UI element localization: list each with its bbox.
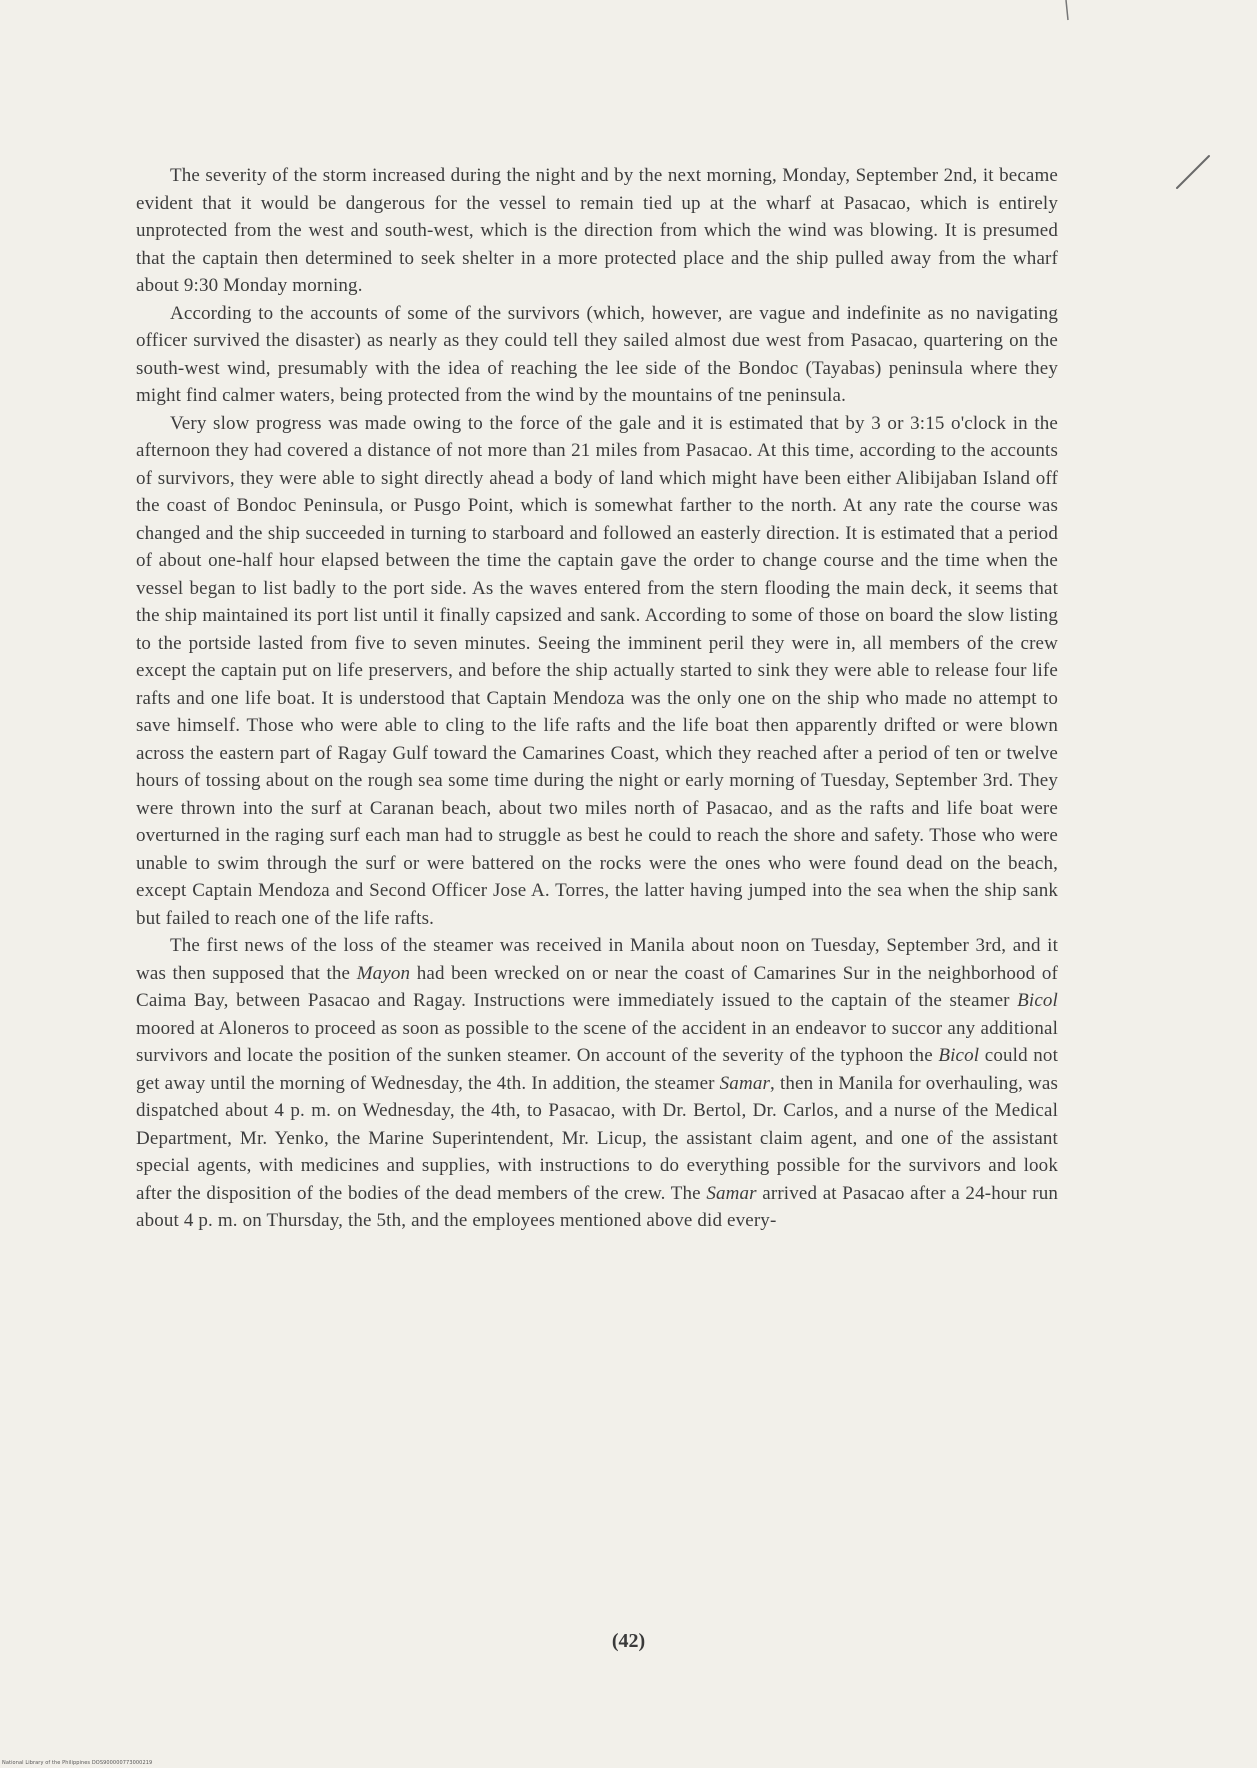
paragraph [136,300,1058,410]
ship-name: Bicol [938,1045,980,1066]
text-run: , then in Manila for overhauling, was dispatched about 4 p. m. on Wednesday, the 4th, to Pasacao, with Dr. Bertol, Dr. Carlos, and a nurse of the Medical Department, Mr. Yenko, the Marine Superintendent, Mr. Licup, the assistant claim agent, and one of the assistant special agents, with medicines and supplies, with instructions to do everything possible for the survivors and look after the disposition of the bodies of the dead members of the crew. The [136,1072,1059,1204]
paragraph [136,932,1058,1235]
text-run: According to the accounts of some of the survivors (which, however, are vague and indefinite as no navigating officer survived the disaster) as nearly as they could tell they sailed almost due west from Pasacao, quartering on the south-west wind, presumably with the idea of reaching the lee side of the Bondoc (Tayabas) peninsula where they might find calmer waters, being protected from the wind by the mountains of tne peninsula. [136,302,1058,406]
check-mark-icon [1173,152,1213,197]
text-run: had been wrecked on or near the coast of Camarines Sur in the neighborhood of Caima Bay, between Pasacao and Ragay. Instructions were immediately issued to the captain of the steamer [136,962,1058,1011]
paragraph [136,162,1058,300]
ship-name: Bicol [1017,990,1058,1011]
ship-name: Mayon [356,962,411,984]
text-run: Very slow progress was made owing to the force of the gale and it is estimated that by 3 or 3:15 o'clock in the afternoon they had covered a distance of not more than 21 miles from Pasacao. At this time, according to the accounts of survivors, they were able to sight directly ahead a body of land which might have been either Alibijaban Island off the coast of Bondoc Peninsula, or Pusgo Point, which is somewhat farther to the north. At any rate the course was changed and the ship succeeded in turning to starboard and followed an easterly direction. It is estimated that a period of about one-half hour elapsed between the time the captain gave the order to change course and the time when the vessel began to list badly to the port side. As the waves entered from the stern flooding the main deck, it seems that the ship maintained its port list until it finally capsized and sank. According to some of those on board the slow listing to the portside lasted from five to seven minutes. Seeing the imminent peril they were in, all members of the crew except the captain put on life preservers, and before the ship actually started to sink they were able to release four life rafts and one life boat. It is understood that Captain Mendoza was the only one on the ship who made no attempt to save himself. Those who were able to cling to the life rafts and the life boat then apparently drifted or were blown across the eastern part of Ragay Gulf toward the Camarines Coast, which they reached after a period of ten or twelve hours of tossing about on the rough sea some time during the night or early morning of Tuesday, September 3rd. They were thrown into the surf at Caranan beach, about two miles north of Pasacao, and as the rafts and life boat were overturned in the raging surf each man had to struggle as best he could to reach the shore and safety. Those who were unable to swim through the surf or were battered on the rocks were the ones who were found dead on the beach, except Captain Mendoza and Second Officer Jose A. Torres, the latter having jumped into the sea when the ship sank but failed to reach one of the life rafts. [136,412,1058,929]
body-text [136,162,1058,1235]
footer-credit: National Library of the Philippines DOS900000773000219 [2,1760,153,1766]
text-run: The first news of the loss of the steamer was received in Manila about noon on Tuesday, September 3rd, and it was then supposed that the [136,935,1058,984]
ship-name: Samar [706,1182,757,1204]
scan-tick-icon [1064,0,1070,27]
text-run: moored at Aloneros to proceed as soon as possible to the scene of the accident in an endeavor to succor any additional survivors and locate the position of the sunken steamer. On account of the severity of the typhoon the [136,1017,1058,1066]
page-number: (42) [611,1630,646,1652]
paragraph [136,410,1058,933]
ship-name: Samar [719,1072,771,1094]
text-run: could not get away until the morning of Wednesday, the 4th. In addition, the steamer [136,1045,1059,1094]
text-run: arrived at Pasacao after a 24-hour run about 4 p. m. on Thursday, the 5th, and the employees mentioned above did every- [136,1182,1058,1231]
text-run: The severity of the storm increased during the night and by the next morning, Monday, September 2nd, it became evident that it would be dangerous for the vessel to remain tied up at the wharf at Pasacao, which is entirely unprotected from the west and south-west, which is the direction from which the wind was blowing. It is presumed that the captain then determined to seek shelter in a more protected place and the ship pulled away from the wharf about 9:30 Monday morning. [136,165,1058,296]
